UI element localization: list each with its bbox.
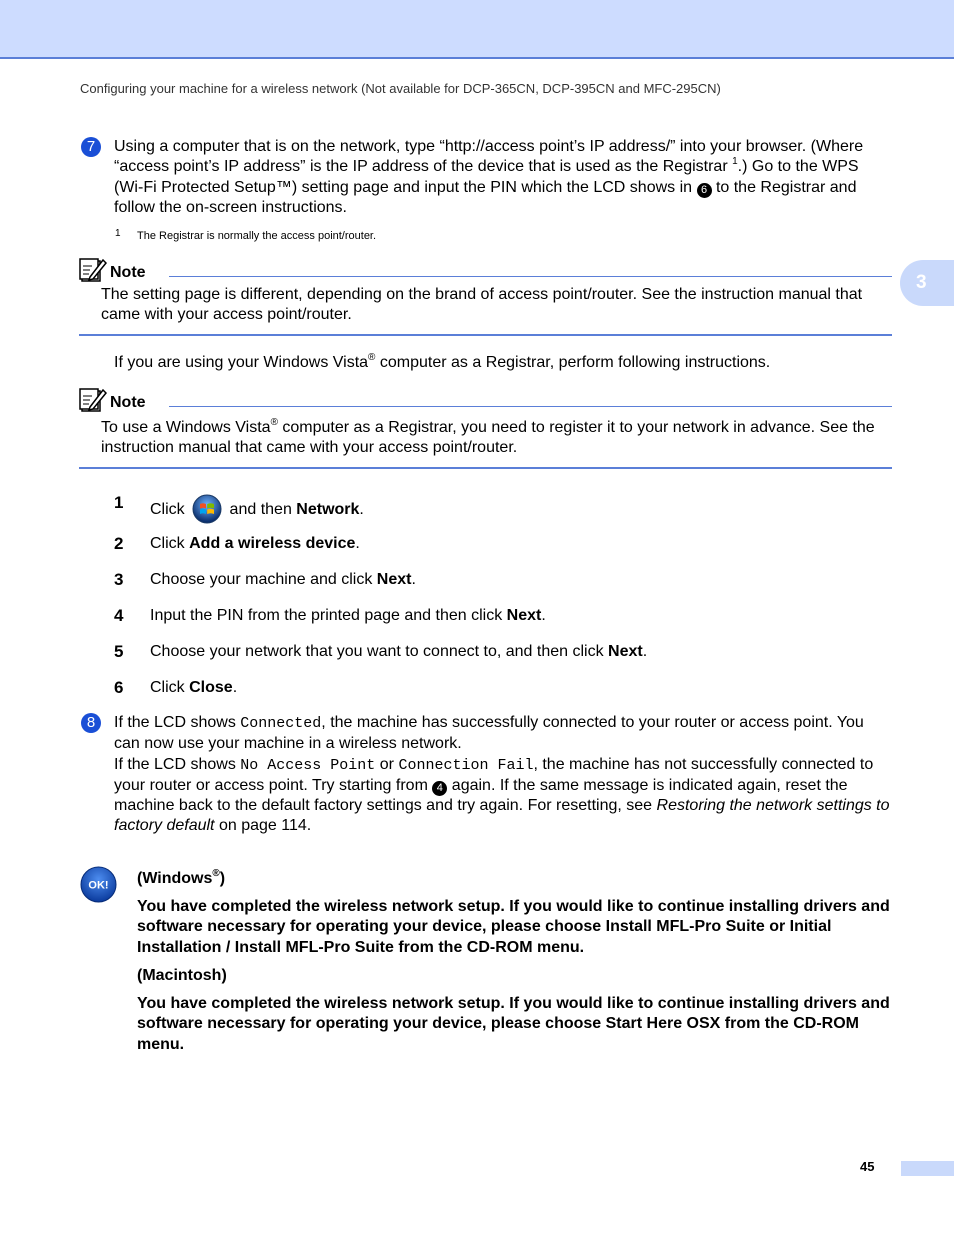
page-number: 45 <box>860 1159 875 1174</box>
note-1-label: Note <box>110 264 146 281</box>
note-pencil-icon <box>79 257 107 283</box>
lcd-connected: Connected <box>240 715 322 732</box>
note-1-rule <box>169 276 892 277</box>
chapter-tab: 3 <box>900 260 954 306</box>
substep-number: 2 <box>114 534 124 553</box>
lcd-connection-fail: Connection Fail <box>398 756 534 774</box>
substep-number: 1 <box>114 493 124 512</box>
note-2-rule <box>169 406 892 407</box>
vista-intro: If you are using your Windows Vista® computer as a Registrar, perform following instructions. <box>114 352 771 371</box>
note-2-label: Note <box>110 394 146 411</box>
substep-number: 3 <box>114 570 124 589</box>
substep-number: 5 <box>114 642 124 661</box>
note-2-bottom-rule <box>79 467 892 469</box>
macintosh-completion-text: You have completed the wireless network setup. If you would like to continue installing drivers and software necessary for operating your device, please choose Start Here OSX from the CD-ROM menu. <box>137 995 890 1053</box>
lcd-no-access-point: No Access Point <box>240 756 376 774</box>
footnote-text: The Registrar is normally the access point/router. <box>137 230 377 242</box>
note-1 <box>79 257 892 337</box>
ok-icon-label: OK! <box>88 879 109 892</box>
note-1-text: The setting page is different, depending on the brand of access point/router. See the instruction manual that came with your access point/router. <box>101 286 863 324</box>
note-1-bottom-rule <box>79 334 892 336</box>
windows-start-icon <box>192 494 222 524</box>
footnote-ref: 1 <box>732 156 738 168</box>
footnote <box>115 227 377 242</box>
note-2 <box>79 387 892 471</box>
macintosh-heading: (Macintosh) <box>137 967 227 984</box>
cross-reference-link: Restoring the network settings to factory default <box>114 797 890 835</box>
running-header: Configuring your machine for a wireless network (Not available for DCP-365CN, DCP-395CN and MFC-295CN) <box>80 81 721 96</box>
windows-heading: (Windows®) <box>137 868 226 887</box>
step-8-text <box>114 713 892 837</box>
note-pencil-icon <box>79 387 107 413</box>
windows-completion-text: You have completed the wireless network setup. If you would like to continue installing drivers and software necessary for operating your device, please choose Install MFL-Pro Suite or Initial Installation / Install MFL-Pro Suite from the CD-ROM menu. <box>137 898 890 956</box>
substep-number: 4 <box>114 606 124 625</box>
step-7-marker: 7 <box>81 137 101 157</box>
header-band <box>0 0 954 59</box>
step-ref-4: 4 <box>432 781 447 796</box>
step-7-text: Using a computer that is on the network, type “http://access point’s IP address/” into your browser. (Where “access point’s IP address” is the IP address of the device that is used as the Registrar $^1$.) Go to the WPS (Wi-Fi Protected Setup™) setting page and input the PIN which the LCD shows in 6 to the Registrar and follow the on-screen instructions. <box>114 138 864 216</box>
note-2-text: To use a Windows Vista® computer as a Registrar, you need to register it to your network in advance. See the instruction manual that came with your access point/router. <box>101 417 875 457</box>
ok-icon <box>80 866 117 903</box>
step-8-failure: If the LCD shows No Access Point or Connection Fail, the machine has not successfully connected to your router or access point. Try starting from 4 again. If the same message is indicated again, reset the machine back to the default factory settings and try again. For resetting, see Restoring the network settings to factory default on page 114. <box>114 755 890 835</box>
step-8-success: If the LCD shows Connected, the machine has successfully connected to your router or access point. You can now use your machine in a wireless network. <box>114 714 864 753</box>
footnote-mark: 1 <box>115 228 121 239</box>
step-8-marker: 8 <box>81 713 101 733</box>
page-number-bar <box>901 1161 954 1176</box>
substep-number: 6 <box>114 678 124 697</box>
step-ref-6: 6 <box>697 183 712 198</box>
